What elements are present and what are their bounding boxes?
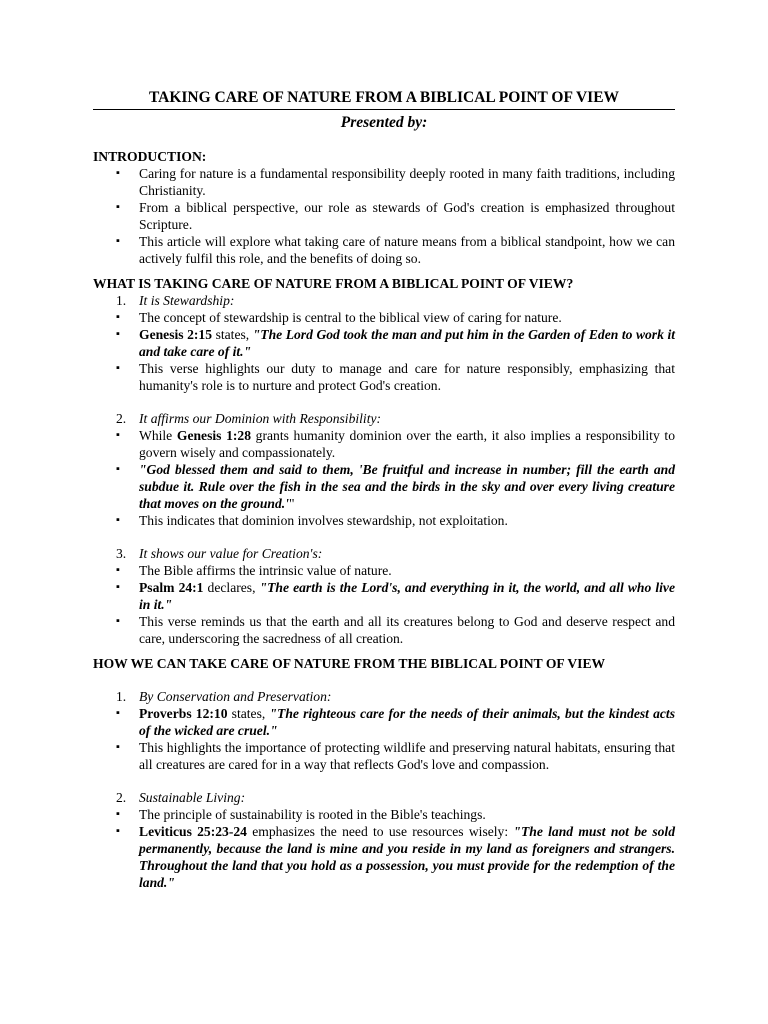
intro-heading: INTRODUCTION:	[93, 149, 207, 164]
list-item: ▪ The principle of sustainability is rooted in the Bible's teachings.	[93, 806, 675, 823]
dominion-list	[93, 427, 675, 529]
list-item: ▪ Psalm 24:1 declares, "The earth is the Lord's, and everything in it, the world, and all who live in it."	[93, 579, 675, 613]
subsection-label: By Conservation and Preservation:	[139, 689, 332, 704]
list-item: ▪ This verse highlights our duty to manage and care for nature responsibly, emphasizing that humanity's role is to nurture and protect God's creation.	[93, 360, 675, 394]
list-item: ▪ "God blessed them and said to them, 'Be fruitful and increase in number; fill the earth and subdue it. Rule over the fish in the sea and the birds in the sky and over every living creature that moves on the ground.'"	[93, 461, 675, 512]
document-title: TAKING CARE OF NATURE FROM A BIBLICAL POINT OF VIEW	[93, 88, 675, 110]
conservation-list	[93, 705, 675, 773]
scripture-quote: "God blessed them and said to them, 'Be fruitful and increase in number; fill the earth and subdue it. Rule over the fish in the sea and the birds in the sky and over every living creature that moves on the ground.'	[139, 462, 675, 511]
scripture-quote: "The righteous care for the needs of their animals, but the kindest acts of the wicked are cruel."	[139, 706, 675, 738]
creation-value-list	[93, 562, 675, 647]
scripture-reference: Psalm 24:1	[139, 580, 204, 595]
section2-heading: HOW WE CAN TAKE CARE OF NATURE FROM THE BIBLICAL POINT OF VIEW	[93, 656, 606, 671]
scripture-quote: "The earth is the Lord's, and everything in it, the world, and all who live in it."	[139, 580, 675, 612]
list-item: ▪ This indicates that dominion involves stewardship, not exploitation.	[93, 512, 675, 529]
subsection-label: Sustainable Living:	[139, 790, 246, 805]
presented-by: Presented by:	[340, 114, 428, 131]
list-item: ▪ Caring for nature is a fundamental responsibility deeply rooted in many faith traditions, including Christianity.	[93, 165, 675, 199]
subsection-dominion: 2. It affirms our Dominion with Responsibility:	[116, 411, 382, 426]
sustainable-living-list	[93, 806, 675, 891]
subsection-label: It affirms our Dominion with Responsibility:	[139, 411, 382, 426]
scripture-reference: Leviticus 25:23-24	[139, 824, 247, 839]
list-item: ▪ The concept of stewardship is central to the biblical view of caring for nature.	[93, 309, 675, 326]
list-item: ▪ This article will explore what taking care of nature means from a biblical standpoint, how we can actively fulfil this role, and the benefits of doing so.	[93, 233, 675, 267]
list-item: ▪ The Bible affirms the intrinsic value of nature.	[93, 562, 675, 579]
list-item: ▪ Proverbs 12:10 states, "The righteous care for the needs of their animals, but the kindest acts of the wicked are cruel."	[93, 705, 675, 739]
list-item: ▪ While Genesis 1:28 grants humanity dominion over the earth, it also implies a responsibility to govern wisely and compassionately.	[93, 427, 675, 461]
list-item: ▪ From a biblical perspective, our role as stewards of God's creation is emphasized throughout Scripture.	[93, 199, 675, 233]
subsection-label: It is Stewardship:	[139, 293, 235, 308]
subsection-creation-value: 3. It shows our value for Creation's:	[116, 546, 323, 561]
subsection-label: It shows our value for Creation's:	[139, 546, 323, 561]
scripture-quote: "The land must not be sold permanently, because the land is mine and you reside in my land as foreigners and strangers. Throughout the land that you hold as a possession, you must provide for the redemption of the land."	[139, 824, 676, 890]
list-item: ▪ This highlights the importance of protecting wildlife and preserving natural habitats, ensuring that all creatures are cared for in a way that reflects God's love and compassion.	[93, 739, 675, 773]
scripture-reference: Proverbs 12:10	[139, 706, 228, 721]
scripture-reference: Genesis 1:28	[176, 428, 252, 443]
intro-list	[93, 165, 675, 267]
document-body	[93, 88, 675, 891]
scripture-quote: "The Lord God took the man and put him in the Garden of Eden to work it and take care of it."	[139, 327, 675, 359]
list-item: ▪ Leviticus 25:23-24 emphasizes the need to use resources wisely: "The land must not be sold permanently, because the land is mine and you reside in my land as foreigners and strangers. Throughout the land that you hold as a possession, you must provide for the redemption of the land."	[93, 823, 675, 891]
subsection-conservation: 1. By Conservation and Preservation:	[116, 689, 332, 704]
list-item: ▪ This verse reminds us that the earth and all its creatures belong to God and deserve respect and care, underscoring the sacredness of all creation.	[93, 613, 675, 647]
list-item: ▪ Genesis 2:15 states, "The Lord God took the man and put him in the Garden of Eden to work it and take care of it."	[93, 326, 675, 360]
section1-heading: WHAT IS TAKING CARE OF NATURE FROM A BIBLICAL POINT OF VIEW?	[93, 276, 574, 291]
stewardship-list	[93, 309, 675, 394]
subsection-sustainable-living: 2. Sustainable Living:	[116, 790, 246, 805]
scripture-reference: Genesis 2:15	[139, 327, 213, 342]
subsection-stewardship: 1. It is Stewardship:	[116, 293, 235, 308]
